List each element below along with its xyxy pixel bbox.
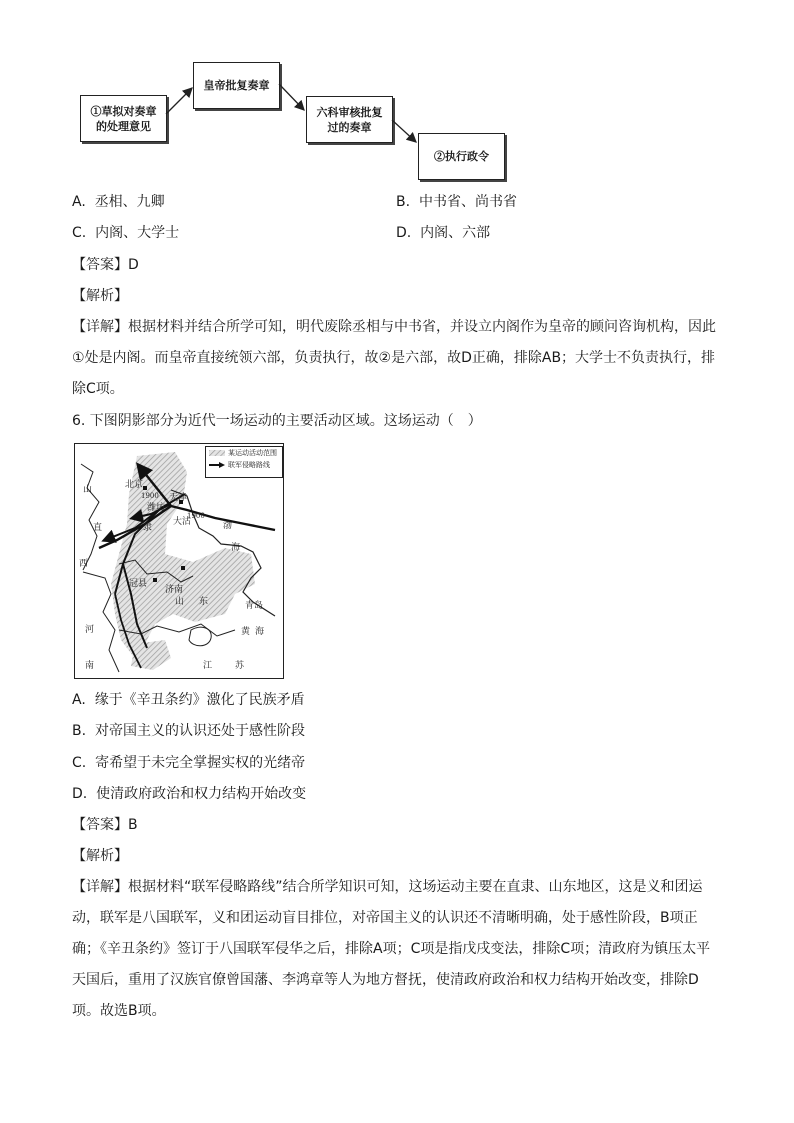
flow-arrow-3 (392, 120, 416, 142)
map-label-zhi: 直 (93, 523, 103, 533)
q5-detail: 【详解】根据材料并结合所学可知，明代废除丞相与中书省，并设立内阁作为皇帝的顾问咨询机构，因此①处是内阁。而皇帝直接统领六部，负责执行，故②是六部，故D正确，排除AB；大学士不负责执行，排除C项。 (72, 319, 716, 397)
map-label-xi: 西 (79, 559, 89, 569)
map-label-year-1: 1900 (141, 492, 159, 500)
q6-option-b[interactable]: B. 对帝国主义的认识还处于感性阶段 (72, 723, 305, 739)
city-marker-jinan (153, 578, 157, 582)
map-label-jiang: 江 (203, 661, 213, 671)
map-label-year-2: 1900 (187, 512, 205, 520)
flow-arrow-2 (279, 84, 304, 110)
q5-option-d[interactable]: D. 内阁、六部 (396, 225, 491, 241)
flow-box-draft-opinion: ①草拟对奏章的处理意见 (80, 95, 167, 142)
map-label-huanghai-hai: 海 (255, 627, 265, 637)
map-label-bo: 渤 (223, 521, 233, 531)
q5-option-b[interactable]: B. 中书省、尚书省 (396, 194, 517, 210)
flow-arrow-1 (166, 88, 192, 114)
q6-answer: 【答案】B (72, 817, 138, 833)
map-label-beijing: 北京 (125, 480, 144, 490)
map-label-weifang: 潍坊 (147, 503, 166, 513)
city-marker-jinan-2 (181, 566, 185, 570)
map-label-nan: 南 (85, 661, 95, 671)
boundary-line-1 (81, 464, 99, 570)
q6-map (74, 443, 284, 679)
q6-option-a[interactable]: A. 缘于《辛丑条约》激化了民族矛盾 (72, 692, 305, 708)
map-label-he: 河 (85, 625, 95, 635)
map-label-guanxian: 冠县 (129, 579, 148, 589)
legend-arrow-icon (209, 462, 225, 468)
map-label-shan: 山 (83, 485, 93, 495)
q5-answer: 【答案】D (72, 257, 139, 273)
q6-stem: 6. 下图阴影部分为近代一场运动的主要活动区域。这场运动（ ） (72, 413, 482, 429)
q6-option-c[interactable]: C. 寄希望于未完全掌握实权的光绪帝 (72, 755, 306, 771)
q6-option-d[interactable]: D. 使清政府政治和权力结构开始改变 (72, 786, 307, 802)
map-drawing (75, 444, 283, 678)
q5-option-c[interactable]: C. 内阁、大学士 (72, 225, 180, 241)
q5-option-a[interactable]: A. 丞相、九卿 (72, 194, 165, 210)
map-label-jinan: 济南 (165, 585, 184, 595)
map-label-su: 苏 (235, 661, 245, 671)
q6-analysis-label: 【解析】 (72, 848, 128, 864)
legend-hatch-icon (209, 450, 225, 456)
map-legend: 某运动活动范围 联军侵略路线 (205, 446, 283, 478)
flow-box-six-offices-review: 六科审核批复过的奏章 (306, 96, 393, 143)
flow-box-emperor-reply: 皇帝批复奏章 (193, 62, 280, 109)
city-marker-beijing (143, 486, 147, 490)
map-label-bohai-hai: 海 (231, 543, 241, 553)
map-label-shandong-dong: 东 (199, 597, 209, 607)
flowchart-arrows (0, 0, 794, 200)
map-label-dagu: 大沽 (173, 517, 192, 527)
map-label-li: 隶 (143, 523, 153, 533)
lake (189, 627, 211, 646)
map-label-huang: 黄 (241, 627, 251, 637)
map-label-qingdao: 青岛 (245, 601, 264, 611)
flow-box-execute-orders: ②执行政令 (418, 133, 505, 180)
map-label-tianjin: 天津 (169, 493, 188, 503)
q6-detail: 【详解】根据材料“联军侵略路线”结合所学知识可知，这场运动主要在直隶、山东地区，这是义和团运动，联军是八国联军，义和团运动盲目排位，对帝国主义的认识还不清晰明确，处于感性阶段，B项正确；《辛丑条约》签订于八国联军侵华之后，排除A项；C项是指戊戌变法，排除C项；清政府为镇压太平天国后，重用了汉族官僚曾国藩、李鸿章等人为地方督抚，使清政府政治和权力结构开始改变，排除D项。故选B项。 (72, 879, 711, 1019)
q5-analysis-label: 【解析】 (72, 288, 128, 304)
map-label-shandong-shan: 山 (175, 597, 185, 607)
movement-area-south (131, 640, 171, 670)
